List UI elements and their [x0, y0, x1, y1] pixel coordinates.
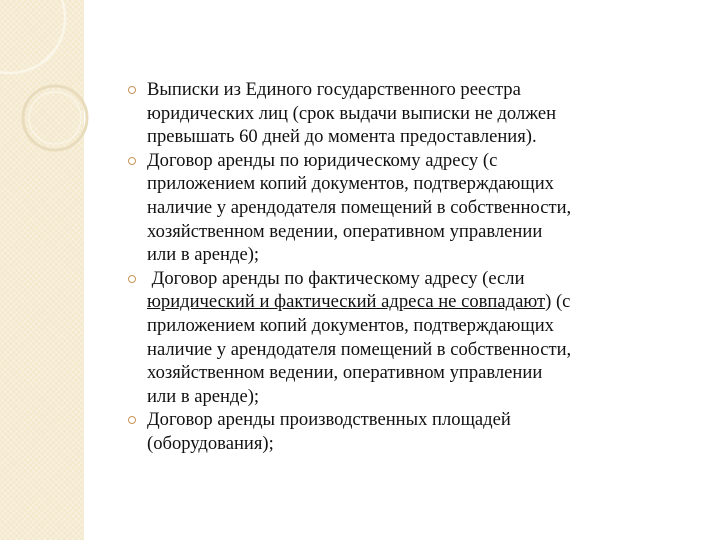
item-line: Договор аренды производственных площадей: [147, 409, 511, 431]
item-line: наличие у арендодателя помещений в собственности,: [147, 196, 572, 218]
item-line: Договор аренды по фактическому адресу (если: [147, 267, 525, 289]
list-item: [128, 78, 703, 149]
item-line: приложением копий документов, подтверждающих: [147, 173, 554, 195]
bullet-list: [128, 78, 703, 456]
ring-bullet-icon: [128, 275, 136, 283]
item-line: (оборудования);: [147, 432, 274, 454]
item-line: Договор аренды по юридическому адресу (с: [147, 149, 498, 171]
item-line: Выписки из Единого государственного реестра: [147, 79, 521, 100]
item-line: хозяйственном ведении, оперативном управлении: [147, 220, 543, 242]
item-line: хозяйственном ведении, оперативном управлении: [147, 362, 543, 384]
circle-ornament-icon: [0, 0, 120, 200]
underlined-phrase: юридический и фактический адреса не совпадают: [147, 291, 546, 313]
item-line: приложением копий документов, подтверждающих: [147, 314, 554, 336]
ring-bullet-icon: [128, 157, 136, 165]
item-line: или в аренде);: [147, 244, 260, 266]
list-item: [128, 149, 703, 267]
ring-bullet-icon: [128, 416, 136, 424]
item-line: юридических лиц (срок выдачи выписки не должен: [147, 102, 557, 124]
item-line: наличие у арендодателя помещений в собственности,: [147, 338, 572, 360]
item-line: или в аренде);: [147, 385, 260, 407]
item-line: [147, 290, 703, 314]
list-item: [128, 408, 703, 455]
item-line-tail: ) (с: [545, 291, 571, 313]
list-item: [128, 267, 703, 409]
item-line: превышать 60 дней до момента предоставления).: [147, 126, 537, 148]
ring-bullet-icon: [128, 86, 136, 94]
